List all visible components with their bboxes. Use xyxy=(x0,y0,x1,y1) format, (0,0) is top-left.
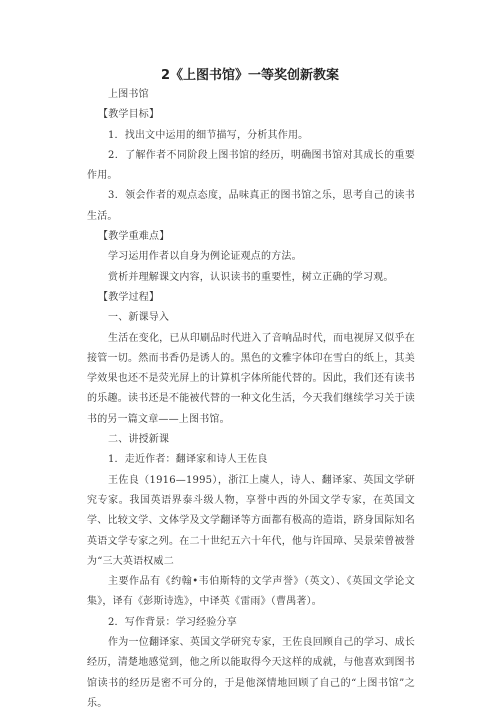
paragraph: 1．找出文中运用的细节描写，分析其作用。 xyxy=(108,129,309,141)
section-heading: 【教学过程】 xyxy=(98,291,160,303)
document-title: 2《上图书馆》一等奖创新教案 xyxy=(160,68,340,83)
paragraph: 一、新课导入 xyxy=(108,312,170,324)
paragraph: 生活在变化，已从印刷品时代进入了音响品时代，而电视屏又似乎在接管一切。然而书香仍是诱人的。黑色的文雅字体印在雪白的纸上，其美学效果也还不是荧光屏上的计算机字体所能代替的。因此，我们还有读书的乐趣。读书还是不能被代替的一种文化生活，今天我们继续学习关于读书的另一篇文章——上图书馆。 xyxy=(87,332,415,425)
paragraph: 赏析并理解课文内容，认识读书的重要性，树立正确的学习观。 xyxy=(108,271,394,283)
section-heading: 【教学目标】 xyxy=(98,109,160,121)
paragraph: 3．领会作者的观点态度，品味真正的图书馆之乐，思考自己的读书生活。 xyxy=(87,190,415,222)
paragraph: 王佐良（1916—1995），浙江上虞人，诗人、翻译家、英国文学研究专家。我国英语界泰斗级人物，享誉中西的外国文学专家，在英国文学、比较文学、文体学及文学翻译等方面都有极高的造诣，跻身国际知名英语文学专家之列。在二十世纪五六十年代，他与许国璋、吴景荣曾被誉为“三大英语权威二 xyxy=(87,474,415,567)
paragraph: 1．走近作者：翻译家和诗人王佐良 xyxy=(108,454,268,466)
paragraph: 主要作品有《约翰•韦伯斯特的文学声誉》（英文）、《英国文学论文集》，译有《彭斯诗选》，中译英《雷雨》（曹禺著）。 xyxy=(87,576,415,608)
document-body xyxy=(87,85,415,714)
paragraph: 二、讲授新课 xyxy=(108,434,170,446)
paragraph: 2．写作背景：学习经验分享 xyxy=(108,616,237,628)
paragraph: 上图书馆 xyxy=(108,89,149,100)
paragraph: 2．了解作者不同阶段上图书馆的经历，明确图书馆对其成长的重要作用。 xyxy=(87,149,415,182)
paragraph: 作为一位翻译家、英国文学研究专家，王佐良回顾自己的学习、成长经历，清楚地感觉到，他之所以能取得今天这样的成就，与他喜欢到图书馆读书的经历是密不可分的，于是他深情地回顾了自己的“上图书馆”之乐。 xyxy=(87,637,415,709)
paragraph: 学习运用作者以自身为例论证观点的方法。 xyxy=(108,251,302,263)
section-heading: 【教学重难点】 xyxy=(98,231,170,243)
